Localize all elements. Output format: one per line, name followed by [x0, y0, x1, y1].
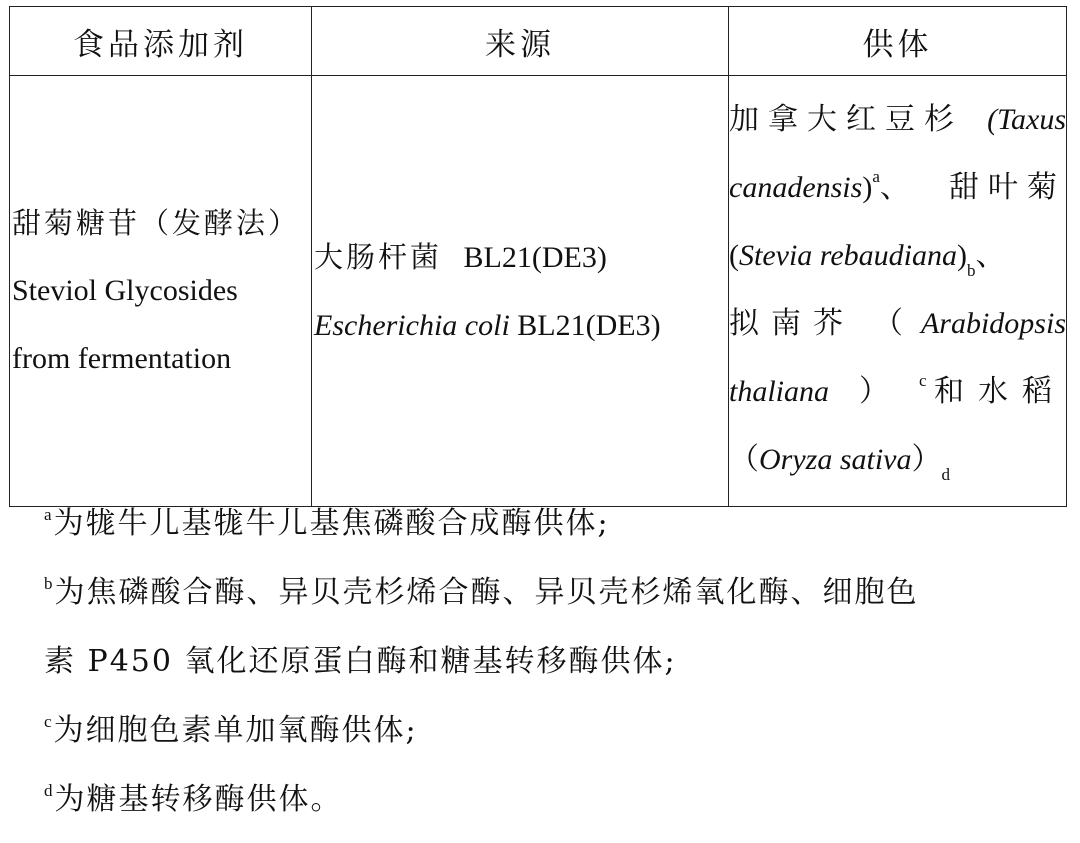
donor-line-5: [729, 358, 1066, 426]
source-zh-name: 大肠杆菌: [314, 239, 443, 274]
donor-2-latin: Stevia rebaudiana: [739, 239, 958, 272]
header-donor: 供体: [729, 7, 1067, 76]
footnote-text: 为细胞色素单加氧酶供体;: [53, 713, 418, 748]
source-latin-name: Escherichia coli: [314, 308, 510, 342]
donor-1-zh: 加拿大红豆杉: [729, 102, 963, 137]
donor-line-1: [729, 86, 1066, 154]
donor-3-close: ）: [858, 374, 889, 409]
donor-4-sup: d: [941, 464, 950, 484]
footnote-mark: a: [44, 505, 52, 524]
footnote-mark: b: [44, 574, 53, 593]
source-cell: [312, 76, 729, 507]
source-latin-strain: BL21(DE3): [517, 308, 661, 342]
footnote-text: 为牻牛儿基牻牛儿基焦磷酸合成酶供体;: [53, 506, 610, 541]
donor-3-and: 和水稻: [934, 374, 1066, 409]
donor-4-open: （: [729, 442, 759, 477]
donor-line-6: [729, 426, 1066, 494]
table-header-row: [10, 7, 1067, 76]
donor-4-latin: Oryza sativa: [759, 443, 912, 476]
donor-3-latin-a: Arabidopsis: [920, 307, 1066, 340]
donor-line-2: [729, 154, 1066, 222]
footnote-c: [44, 705, 1044, 774]
footnote-d: [44, 774, 1044, 843]
donor-cell: [729, 76, 1067, 507]
footnote-text: 素 P450 氧化还原蛋白酶和糖基转移酶供体;: [44, 644, 677, 679]
footnotes: [44, 498, 1044, 843]
donor-3-open: （: [872, 306, 903, 341]
additive-cell: [10, 76, 312, 507]
footnote-text: 为焦磷酸合酶、异贝壳杉烯合酶、异贝壳杉烯氧化酶、细胞色: [54, 575, 919, 610]
footnote-mark: c: [44, 712, 52, 731]
additive-name-en-1: Steviol Glycosides: [12, 274, 238, 307]
donor-2-zh: 甜叶菊: [949, 170, 1066, 205]
donor-sep-2: 、: [975, 238, 1006, 273]
donor-line-4: [729, 290, 1066, 358]
donor-3-latin-b: thaliana: [729, 375, 830, 408]
source-zh-strain: BL21(DE3): [463, 240, 607, 274]
footnote-text: 为糖基转移酶供体。: [54, 782, 343, 817]
donor-1-latin-b: canadensis: [729, 171, 863, 204]
donor-2-paren-open: (: [729, 239, 739, 272]
donor-4-close: ）: [911, 442, 942, 477]
donor-3-tail: [919, 358, 1066, 426]
donor-1-latin-b-wrap: [729, 154, 910, 222]
additive-name-zh: 甜菊糖苷（发酵法）: [12, 206, 301, 240]
source-latin-line: [314, 292, 728, 360]
additive-name-en-2: from fermentation: [12, 342, 232, 375]
donor-1-sup: a: [872, 167, 880, 186]
header-source: 来源: [312, 7, 729, 76]
donor-3-zh: 拟南芥: [729, 306, 855, 341]
footnote-b: [44, 567, 1044, 636]
source-zh-line: [314, 223, 728, 292]
footnote-a: [44, 498, 1044, 567]
donor-sep-1: 、: [879, 170, 910, 205]
header-additive: 食品添加剂: [10, 7, 312, 76]
donor-3-sup: c: [918, 371, 927, 390]
donor-1-latin-a: (Taxus: [987, 103, 1066, 136]
additive-table: [9, 6, 1067, 507]
donor-2-paren-close: ): [957, 239, 968, 272]
donor-2-sup: b: [967, 260, 976, 280]
donor-1-close: ): [862, 171, 873, 204]
footnote-b-cont: [44, 636, 1044, 705]
table-row: [10, 76, 1067, 507]
donor-line-3: [729, 222, 1066, 290]
footnote-mark: d: [44, 781, 53, 800]
